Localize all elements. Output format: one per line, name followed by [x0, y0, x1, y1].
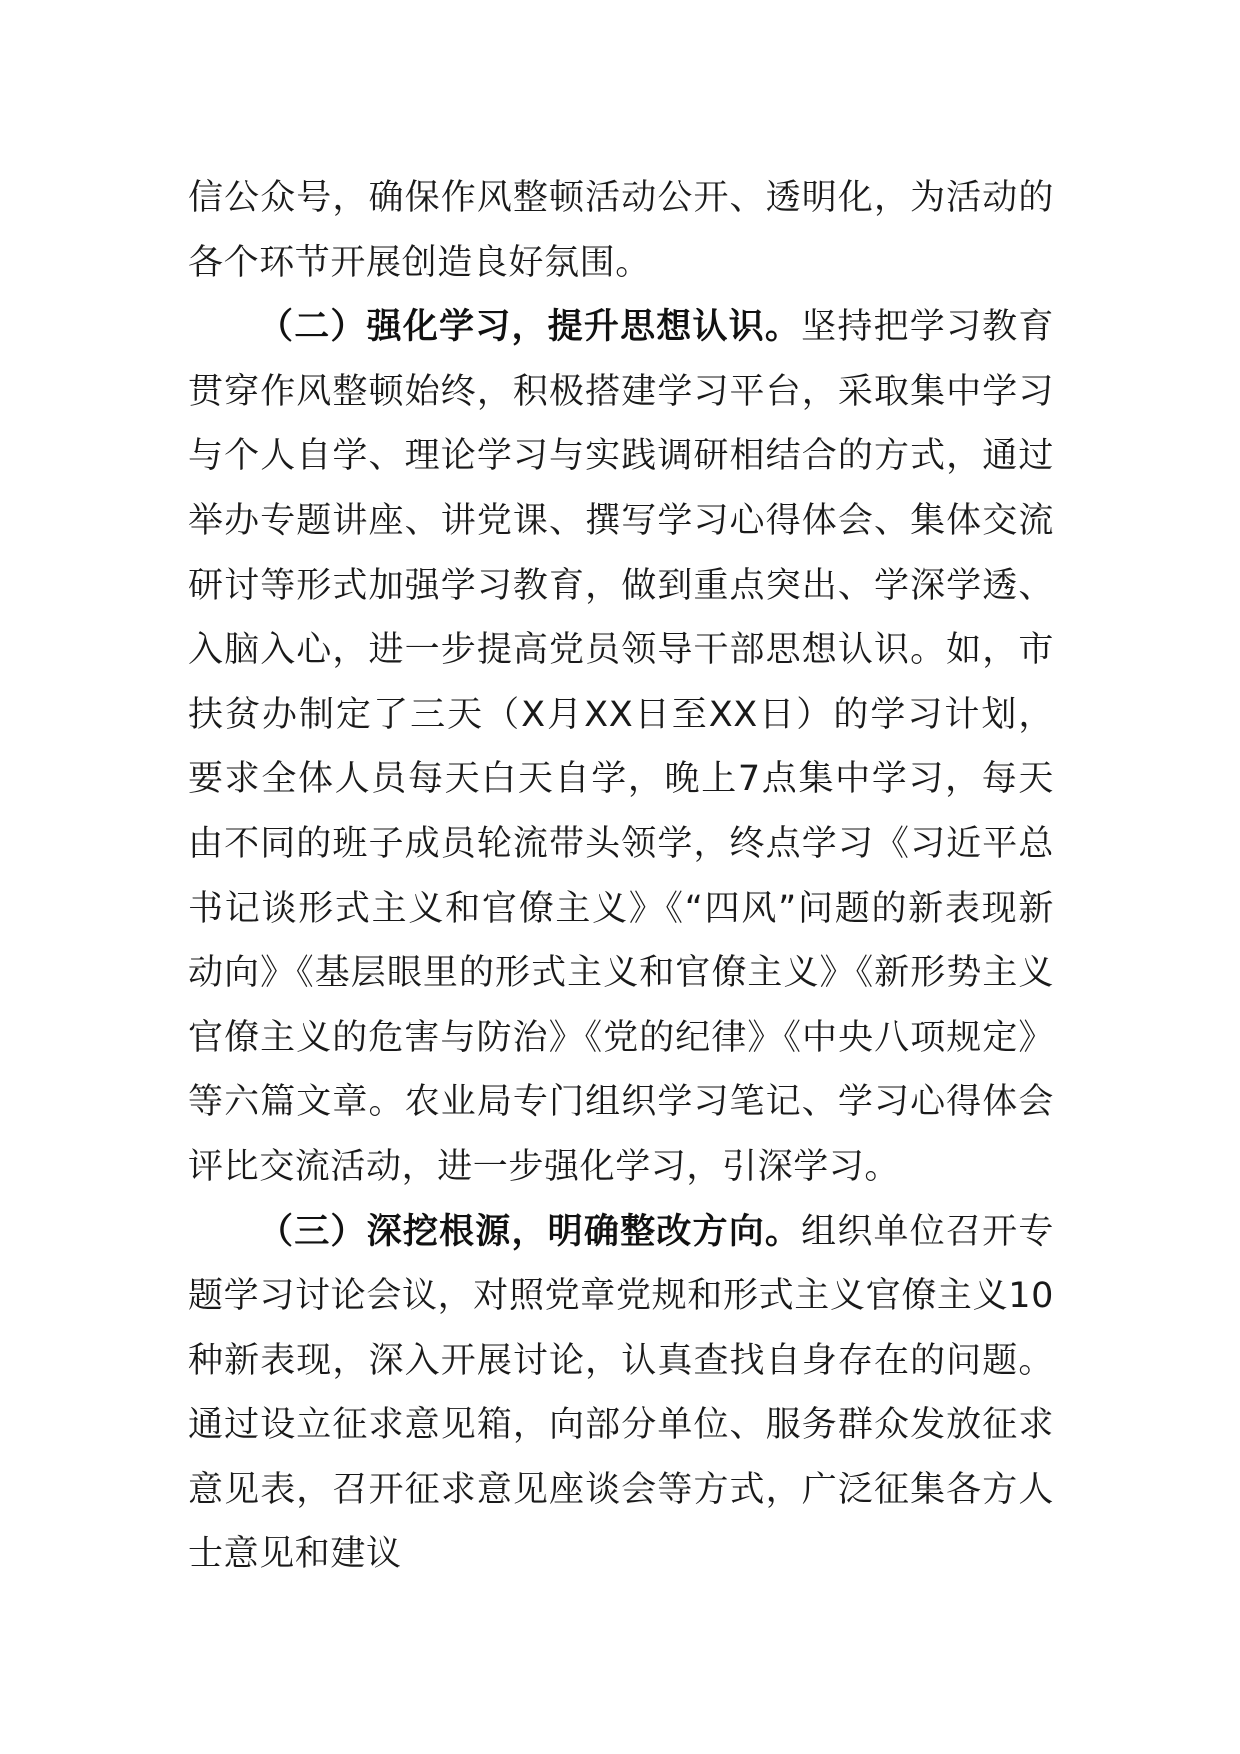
document-body: [188, 166, 1054, 1587]
paragraph-2-heading: （二）强化学习，提升思想认识。: [258, 307, 802, 348]
paragraph-3: [188, 1200, 1054, 1588]
paragraph-2-text: 坚持把学习教育贯穿作风整顿始终，积极搭建学习平台，采取集中学习与个人自学、理论学习与实践调研相结合的方式，通过举办专题讲座、讲党课、撰写学习心得体会、集体交流研讨等形式加强学习教育，做到重点突出、学深学透、入脑入心，进一步提高党员领导干部思想认识。如，市扶贫办制定了三天（X月XX日至XX日）的学习计划，要求全体人员每天白天自学，晚上7点集中学习，每天由不同的班子成员轮流带头领学，终点学习《习近平总书记谈形式主义和官僚主义》《“四风”问题的新表现新动向》《基层眼里的形式主义和官僚主义》《新形势主义官僚主义的危害与防治》《党的纪律》《中央八项规定》等六篇文章。农业局专门组织学习笔记、学习心得体会评比交流活动，进一步强化学习，引深学习。: [188, 307, 1054, 1187]
paragraph-1-text: 信公众号，确保作风整顿活动公开、透明化，为活动的各个环节开展创造良好氛围。: [188, 178, 1054, 283]
paragraph-1: [188, 166, 1054, 295]
paragraph-3-text: 组织单位召开专题学习讨论会议，对照党章党规和形式主义官僚主义10种新表现，深入开展讨论，认真查找自身存在的问题。通过设立征求意见箱，向部分单位、服务群众发放征求意见表，召开征求意见座谈会等方式，广泛征集各方人士意见和建议: [188, 1211, 1054, 1575]
paragraph-3-heading: （三）深挖根源，明确整改方向。: [258, 1211, 802, 1252]
paragraph-2: [188, 295, 1054, 1199]
